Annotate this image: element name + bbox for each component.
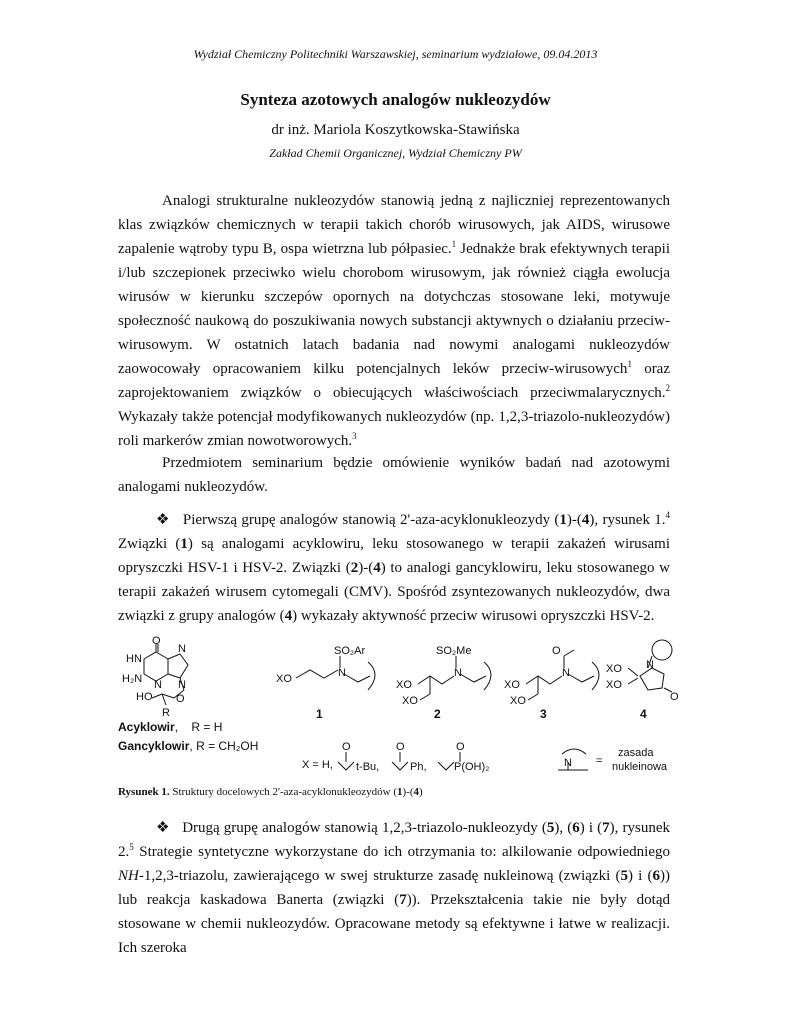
compound-number: 2	[350, 560, 359, 576]
struct3-n-label: N	[562, 667, 570, 679]
struct2-n-chain	[460, 674, 486, 682]
purine-n3-label: N	[154, 679, 162, 691]
struct1-xo-label: XO	[276, 673, 292, 685]
text-run: ), rysunek 2.	[118, 820, 670, 860]
purine-ho-label: HO	[136, 691, 153, 703]
x-def-o1: O	[342, 741, 351, 753]
reference-marker: 4	[665, 510, 670, 520]
text-run: ) i (	[579, 820, 603, 836]
bullet-paragraph-2	[118, 816, 670, 960]
compound-number: 5	[546, 820, 555, 836]
struct1-number: 1	[316, 707, 323, 721]
struct2-top-label: SO₂Me	[436, 645, 472, 657]
reference-marker: 1	[451, 239, 457, 249]
compound-number: 4	[373, 560, 381, 576]
purine-n9-label: N	[178, 679, 186, 691]
struct2-branch	[420, 694, 430, 700]
struct1-chain	[296, 670, 338, 678]
x-benzoyl-bond	[392, 762, 408, 770]
struct4-xo2-label: XO	[606, 679, 622, 691]
text-run: ), rysunek 1.	[589, 512, 666, 528]
text-run: ) są analogami acyklowiru, leku stosowanego w terapii zakażeń wirusami opryszczki HSV-1 i HSV-2. Związki (	[118, 536, 670, 576]
bullet-icon: ❖	[156, 512, 170, 528]
struct4-bond	[628, 668, 638, 676]
figure-1-structures	[118, 635, 679, 783]
text-run: Drugą grupę analogów stanowią 1,2,3-triazolo-nukleozydy (	[182, 820, 547, 836]
struct2-n-label: N	[454, 667, 462, 679]
struct3-xo2-label: XO	[510, 695, 526, 707]
chain-bond	[152, 694, 162, 698]
struct4-number: 4	[640, 707, 647, 721]
ganciclovir-r: R = CH₂OH	[196, 739, 259, 753]
legend-line2: nukleinowa	[612, 761, 668, 773]
struct2-xo1-label: XO	[396, 679, 412, 691]
legend-line1: zasada	[618, 747, 654, 759]
struct1-n-chain	[344, 674, 370, 682]
purine-ether-o-label: O	[176, 693, 185, 705]
compound-number: 4	[413, 786, 419, 798]
x-def-prefix: X = H,	[302, 759, 333, 771]
caption-label: Rysunek 1.	[118, 786, 170, 798]
struct1-n-label: N	[338, 667, 346, 679]
ganciclovir-label	[118, 739, 258, 753]
reference-marker: 1	[627, 359, 632, 369]
struct3-methyl	[564, 650, 574, 656]
text-run: Strategie syntetyczne wykorzystane do ich otrzymania to: alkilowanie odpowiedniego	[133, 844, 670, 860]
legend-base-arc	[562, 749, 586, 754]
text-run: ), (	[554, 820, 573, 836]
struct4-o-label: O	[670, 691, 679, 703]
struct4-bond	[628, 678, 638, 684]
acyclovir-name: Acyklowir	[118, 720, 175, 734]
bullet-paragraph-1	[118, 508, 670, 628]
figure-1-caption	[118, 786, 670, 798]
struct2-chain	[418, 676, 454, 684]
nh-italic: NH	[118, 868, 139, 884]
acyclovir-sep: ,	[174, 720, 179, 734]
struct1-top-label: SO₂Ar	[334, 645, 366, 657]
purine-n7-label: N	[178, 643, 186, 655]
paragraph-intro-text-b: Jednakże brak efektywnych terapii i/lub szczepionek przeciwko wielu chorobom wirusowym, jak również ciągła ewolucja wirusów w kierunku szczepów opornych na dotychczas stosowane leki, motywuje społeczność naukową do poszukiwania nowych substancji aktywnych o działaniu przeciw-wirusowym. W ostatnich latach badania nad nowymi analogami nukleozydów zaowocowały opracowaniem kilku potencjalnych leków przeciw-wirusowych	[118, 241, 670, 377]
acyclovir-label	[118, 720, 222, 734]
struct4-n-label: N	[646, 659, 654, 671]
text-run: )-(	[566, 512, 582, 528]
struct3-n-chain	[568, 674, 594, 682]
acyclovir-r: R = H	[191, 720, 223, 734]
text-run: )) lub reakcja kaskadowa Banerta (związki (	[118, 868, 670, 908]
x-phosphonate-bond	[438, 762, 454, 770]
paragraph-intro	[118, 189, 670, 453]
text-run: Związki (	[118, 536, 181, 552]
struct3-chain	[526, 676, 562, 684]
text-run: -1,2,3-triazolu, zawierającego w swej strukturze zasadę nukleinową (związki (	[138, 868, 621, 884]
compound-number: 4	[581, 512, 590, 528]
reference-marker: 5	[129, 842, 134, 852]
purine-six-ring	[144, 652, 168, 681]
text-run: ) to analogi gancyklowiru, leku stosowanego w terapii zakażeń wirusem cytomegali (CMV). Spośród zsyntezowanych nukleozydów, dwa związki z grupy analogów (	[118, 560, 670, 624]
struct4-base-ring	[652, 640, 672, 660]
struct3-number: 3	[540, 707, 547, 721]
text-run: )-(	[358, 560, 374, 576]
x-def-o2: O	[396, 741, 405, 753]
purine-r-label: R	[162, 707, 170, 719]
legend-eq: =	[596, 755, 603, 767]
caption-text: Struktury docelowych 2'-aza-acyklonukleozydów (	[169, 786, 397, 798]
legend-n-label: N	[564, 757, 572, 769]
struct3-top-label: O	[552, 645, 561, 657]
purine-five-ring	[168, 654, 188, 678]
paragraph-seminar: Przedmiotem seminarium będzie omówienie wyników badań nad azotowymi analogami nukleozydów.	[118, 455, 670, 495]
purine-hn-label: HN	[126, 653, 142, 665]
struct4-lactam-ring	[640, 668, 664, 690]
paper-title: Synteza azotowych analogów nukleozydów	[240, 90, 551, 109]
reference-marker: 3	[352, 431, 357, 441]
text-run: ) wykazały aktywność przeciw wirusowi opryszczki HSV-2.	[292, 608, 655, 624]
running-head: Wydział Chemiczny Politechniki Warszawskiej, seminarium wydziałowe, 09.04.2013	[193, 47, 598, 61]
caption-text: )-(	[402, 786, 414, 798]
struct3-branch	[528, 694, 538, 700]
compound-number: 7	[602, 820, 610, 836]
structures-drawing	[118, 635, 679, 783]
compound-number: 7	[399, 892, 407, 908]
chain-bond	[162, 694, 174, 698]
text-run: )). Przekształcenia takie nie były dotąd stosowane w chemii nukleozydów. Opracowane metody są efektywne i łatwe w realizacji. Ich szeroka	[118, 892, 670, 956]
x-def-p: P(OH)₂	[454, 761, 490, 773]
purine-o-label: O	[152, 635, 161, 647]
struct2-number: 2	[434, 707, 441, 721]
text-run: ) i (	[627, 868, 653, 884]
x-acyl-bond	[338, 762, 354, 770]
affiliation: Zakład Chemii Organicznej, Wydział Chemiczny PW	[269, 146, 522, 160]
bullet-icon: ❖	[156, 820, 170, 836]
text-run: Pierwszą grupę analogów stanowią 2'-aza-acyklonukleozydy (	[182, 512, 560, 528]
purine-nh2-label: H₂N	[122, 673, 143, 685]
compound-number: 6	[652, 868, 660, 884]
author: dr inż. Mariola Koszytkowska-Stawińska	[271, 122, 520, 138]
x-def-ph: Ph,	[410, 761, 427, 773]
struct2-xo2-label: XO	[402, 695, 418, 707]
compound-number: 5	[620, 868, 628, 884]
struct4-xo1-label: XO	[606, 663, 622, 675]
compound-number: 4	[284, 608, 293, 624]
compound-number: 1	[180, 536, 188, 552]
compound-number: 1	[559, 512, 567, 528]
x-def-tbu: t-Bu,	[356, 761, 380, 773]
compound-number: 6	[572, 820, 580, 836]
struct3-xo1-label: XO	[504, 679, 520, 691]
caption-text: )	[419, 786, 423, 798]
reference-marker: 2	[665, 383, 670, 393]
paragraph-intro-text-c: oraz zaprojektowaniem związków o obiecujących właściwościach przeciwmalarycznych.	[118, 361, 671, 401]
paragraph-intro-text-a: Analogi strukturalne nukleozydów stanowią jedną z najliczniej reprezentowanych klas związków chemicznych w terapii takich chorób wirusowych, jak AIDS, wirusowe zapalenie wątroby typu B, ospa wietrzna lub półpasiec.	[118, 193, 670, 257]
compound-number: 1	[397, 786, 403, 798]
ganciclovir-name: Gancyklowir	[118, 739, 190, 753]
ganciclovir-sep: ,	[189, 739, 193, 753]
paragraph-intro-text-d: Wykazały także potencjał modyfikowanych nukleozydów (np. 1,2,3-triazolo-nukleozydów) roli markerów zmian nowotworowych.	[118, 409, 670, 449]
x-def-o3: O	[456, 741, 465, 753]
